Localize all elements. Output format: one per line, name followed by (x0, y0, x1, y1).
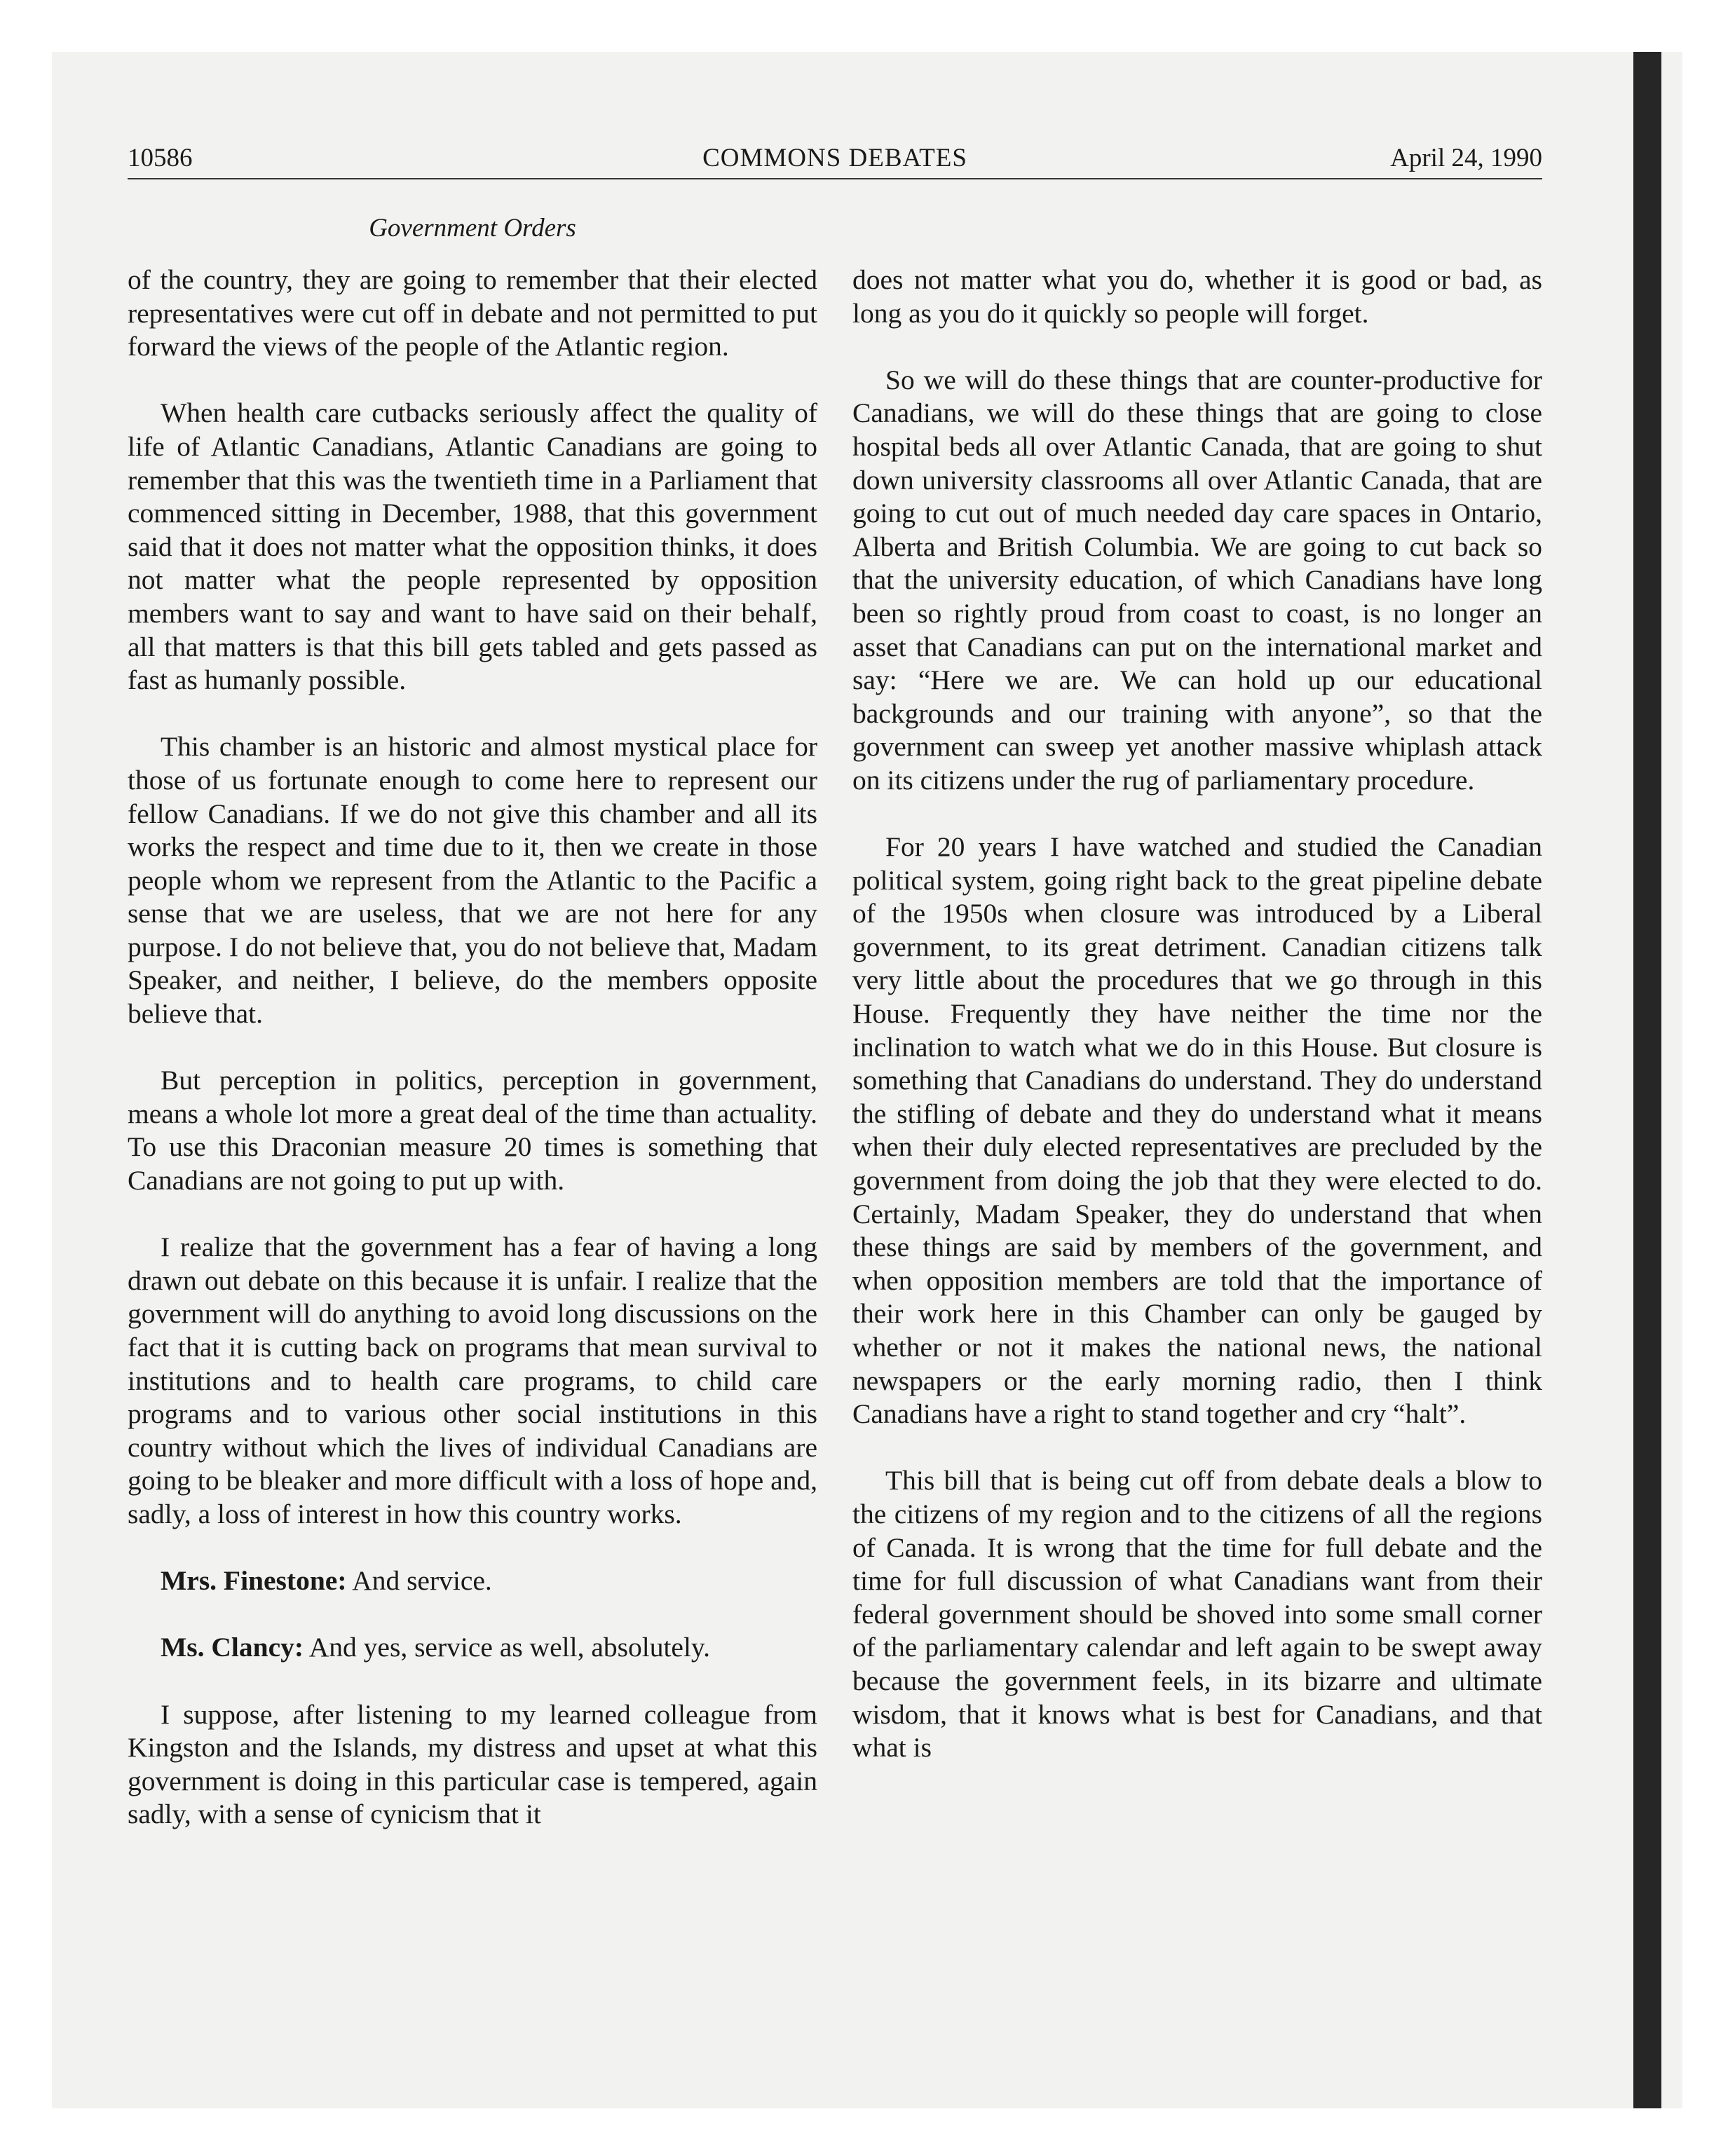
speaker-text: And yes, service as well, absolutely. (304, 1632, 710, 1663)
section-title: Government Orders (369, 214, 576, 243)
paragraph: For 20 years I have watched and studied the Canadian political system, going right back to the great pipeline debate of the 1950s when closure was introduced by a Liberal government, to its great detriment. Canadian citizens talk very little about the procedures that we go through in this House. Frequently they have neither the time nor the inclination to watch what we do in this House. But closure is something that Canadians do understand. They do understand the stifling of debate and they do understand what it means when their duly elected representatives are precluded by the government from doing the job that they were elected to do. Certainly, Madam Speaker, they do understand that when these things are said by members of the government, and when opposition members are told that the importance of their work here in this Chamber can only be gauged by whether or not it makes the national news, the national newspapers or the early morning radio, then I think Canadians have a right to stand together and cry “halt”. (852, 831, 1542, 1430)
paragraph: I suppose, after listening to my learned colleague from Kingston and the Islands, my distress and upset at what this government is doing in this particular case is tempered, again sadly, with a sense of cynicism that it (128, 1698, 817, 1830)
page-header (128, 140, 1542, 177)
page-date: April 24, 1990 (1390, 144, 1542, 172)
speaker-exchange (128, 1564, 817, 1598)
publication-title: COMMONS DEBATES (702, 144, 967, 172)
right-column (852, 264, 1542, 1765)
paragraph: does not matter what you do, whether it is good or bad, as long as you do it quickly so people will forget. (852, 264, 1542, 329)
paragraph: of the country, they are going to remember that their elected representatives were cut off in debate and not permitted to put forward the views of the people of the Atlantic region. (128, 264, 817, 362)
speaker-exchange (128, 1631, 817, 1665)
paragraph: This chamber is an historic and almost mystical place for those of us fortunate enough to come here to represent our fellow Canadians. If we do not give this chamber and all its works the respect and time due to it, then we create in those people whom we represent from the Atlantic to the Pacific a sense that we are useless, that we are not here for any purpose. I do not believe that, you do not believe that, Madam Speaker, and neither, I believe, do the members opposite believe that. (128, 731, 817, 1030)
paragraph: I realize that the government has a fear of having a long drawn out debate on this because it is unfair. I realize that the government will do anything to avoid long discussions on the fact that it is cutting back on programs that mean survival to institutions and to health care programs, to child care programs and to various other social institutions in this country without which the lives of individual Canadians are going to be bleaker and more difficult with a loss of hope and, sadly, a loss of interest in how this country works. (128, 1231, 817, 1529)
paragraph: This bill that is being cut off from debate deals a blow to the citizens of my region and to the citizens of all the regions of Canada. It is wrong that the time for full debate and the time for full discussion of what Canadians want from their federal government should be shoved into some small corner of the parliamentary calendar and left again to be swept away because the government feels, in its bizarre and ultimate wisdom, that it knows what is best for Canadians, and that what is (852, 1465, 1542, 1763)
speaker-text: And service. (346, 1565, 492, 1597)
page-number: 10586 (128, 144, 193, 172)
paragraph: But perception in politics, perception in government, means a whole lot more a great deal of the time than actuality. To use this Draconian measure 20 times is something that Canadians are not going to put up with. (128, 1065, 817, 1196)
header-rule (128, 178, 1542, 179)
paragraph: So we will do these things that are counter-productive for Canadians, we will do these things that are going to close hospital beds all over Atlantic Canada, that are going to shut down university classrooms all over Atlantic Canada, that are going to cut out of much needed day care spaces in Ontario, Alberta and British Columbia. We are going to cut back so that the university education, of which Canadians have long been so rightly proud from coast to coast, is no longer an asset that Canadians can put on the international market and say: “Here we are. We can hold up our educational backgrounds and our training with anyone”, so that the government can sweep yet another massive whiplash attack on its citizens under the rug of parliamentary procedure. (852, 364, 1542, 796)
left-column (128, 264, 817, 1831)
speaker-name: Mrs. Finestone: (161, 1565, 347, 1597)
scan-edge-shadow (1633, 52, 1661, 2108)
speaker-name: Ms. Clancy: (161, 1632, 304, 1663)
paragraph: When health care cutbacks seriously affect the quality of life of Atlantic Canadians, Atlantic Canadians are going to remember that this was the twentieth time in a Parliament that commenced sitting in December, 1988, that this government said that it does not matter what the opposition thinks, it does not matter what the people represented by opposition members want to say and want to have said on their behalf, all that matters is that this bill gets tabled and gets passed as fast as humanly possible. (128, 397, 817, 696)
